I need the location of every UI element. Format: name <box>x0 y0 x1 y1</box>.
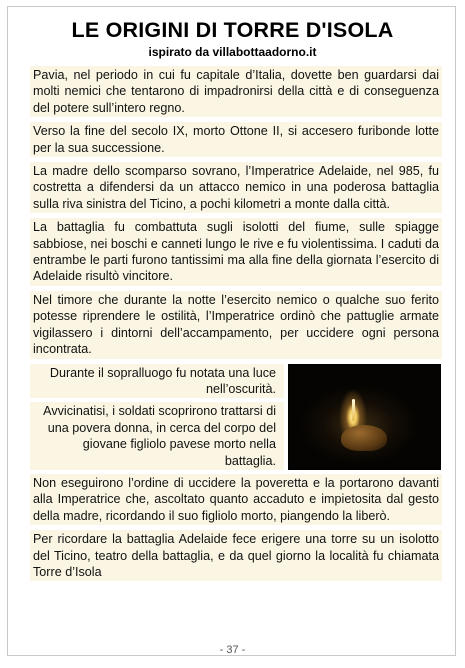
paragraph: La battaglia fu combattuta sugli isolotti del fiume, sulle spiagge sabbiose, nei boschi e canneti lungo le rive e fu violentissima. I caduti da entrambe le parti furono tantissimi ma alla fine della giornata l’esercito di Adelaide risultò vincitore. <box>30 218 442 286</box>
page-title: LE ORIGINI DI TORRE D'ISOLA <box>71 18 394 42</box>
paragraph: La madre dello scomparso sovrano, l’Imperatrice Adelaide, nel 985, fu costretta a difendersi da un attacco nemico in una poderosa battaglia sulla riva sinistra del Ticino, a pochi kilometri a monte dalla città. <box>30 162 442 213</box>
story-paragraph: Avvicinatisi, i soldati scoprirono trattarsi di una povera donna, in cerca del corpo del giovane figliolo pavese morto nella battaglia. <box>30 402 284 470</box>
story-with-photo <box>30 364 442 470</box>
page-subtitle: ispirato da villabottaadorno.it <box>148 45 317 59</box>
paragraph: Nel timore che durante la notte l’esercito nemico o qualche suo ferito potesse riprendere le ostilità, l’Imperatrice ordinò che pattuglie armate vigilassero i dintorni dell’accampamento, per uccidere ogni persona incontrata. <box>30 291 442 359</box>
candle-flame <box>352 399 355 421</box>
story-text <box>30 364 284 470</box>
paragraph: Pavia, nel periodo in cui fu capitale d’Italia, dovette ben guardarsi dai molti nemici che tentarono di impadronirsi della città e di conseguenza del potere sull’intero regno. <box>30 66 442 117</box>
story-paragraph: Durante il sopralluogo fu notata una luce nell’oscurità. <box>30 364 284 399</box>
hand-shape <box>341 425 387 451</box>
article-body <box>30 66 442 586</box>
paragraph: Non eseguirono l’ordine di uccidere la poveretta e la portarono davanti alla Imperatrice che, ascoltato quanto accaduto e impietosita dal gesto della madre, ricordando il suo figliolo morto, piangendo la liberò. <box>30 474 442 525</box>
page-number: - 37 - <box>219 644 246 656</box>
candle-light-photo <box>288 364 441 470</box>
paragraph: Verso la fine del secolo IX, morto Ottone II, si accesero furibonde lotte per la sua successione. <box>30 122 442 157</box>
paragraph: Per ricordare la battaglia Adelaide fece erigere una torre su un isolotto del Ticino, teatro della battaglia, e da quel giorno la località fu chiamata Torre d’Isola <box>30 530 442 581</box>
